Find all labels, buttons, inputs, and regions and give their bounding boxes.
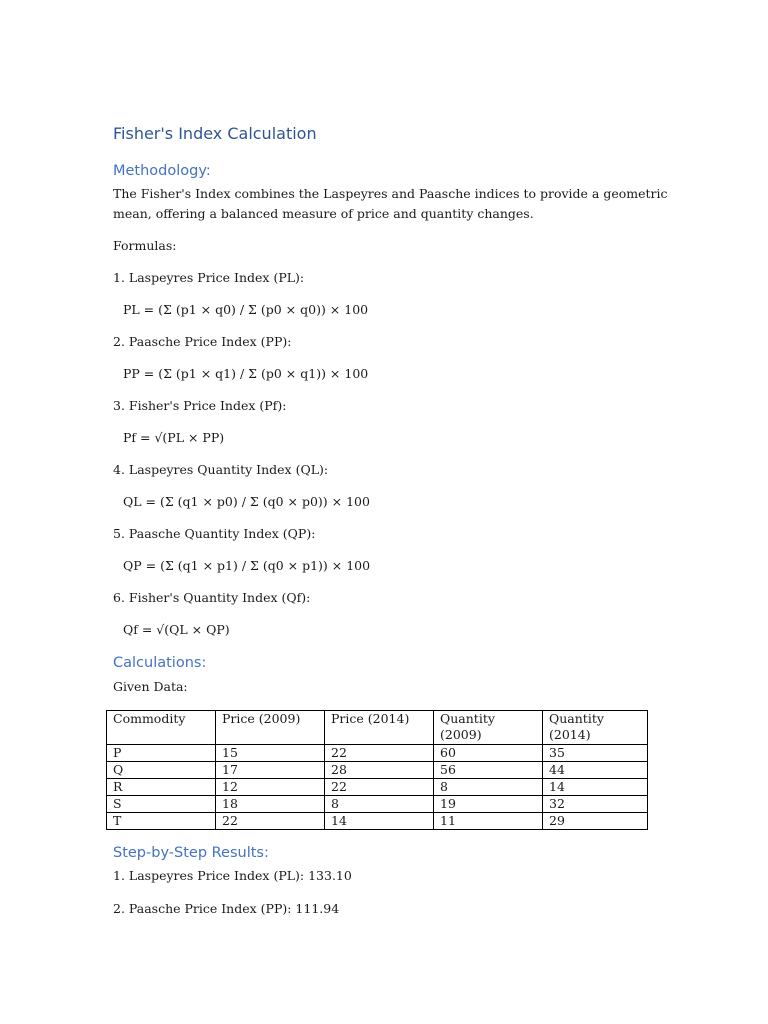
table-cell: T (107, 813, 216, 830)
formula-expression: QL = (Σ (q1 × p0) / Σ (q0 × p0)) × 100 (123, 494, 370, 509)
results-heading: Step-by-Step Results: (113, 845, 269, 861)
table-cell: 8 (325, 796, 434, 813)
table-cell: 12 (216, 779, 325, 796)
formula-expression: QP = (Σ (q1 × p1) / Σ (q0 × p1)) × 100 (123, 558, 371, 573)
methodology-intro-line-2: mean, offering a balanced measure of price and quantity changes. (113, 206, 534, 221)
table-cell: 32 (543, 796, 648, 813)
table-cell: S (107, 796, 216, 813)
table-row (107, 779, 648, 796)
methodology-heading: Methodology: (113, 163, 211, 179)
table-header-cell: Price (2014) (325, 711, 434, 745)
formula-label: 6. Fisher's Quantity Index (Qf): (113, 590, 311, 605)
formula-expression: Qf = √(QL × QP) (123, 622, 230, 637)
table-cell: 35 (543, 745, 648, 762)
formula-expression: PL = (Σ (p1 × q0) / Σ (p0 × q0)) × 100 (123, 302, 369, 317)
table-header-cell: Commodity (107, 711, 216, 745)
table-cell: 11 (434, 813, 543, 830)
formulas-label: Formulas: (113, 238, 177, 253)
formula-label: 2. Paasche Price Index (PP): (113, 334, 292, 349)
table-row (107, 796, 648, 813)
table-header-row (107, 711, 648, 745)
table-cell: 8 (434, 779, 543, 796)
table-cell: 28 (325, 762, 434, 779)
table-cell: P (107, 745, 216, 762)
table-cell: 44 (543, 762, 648, 779)
table-cell: 56 (434, 762, 543, 779)
table-cell: 19 (434, 796, 543, 813)
formula-label: 1. Laspeyres Price Index (PL): (113, 270, 305, 285)
methodology-intro-line-1: The Fisher's Index combines the Laspeyres and Paasche indices to provide a geometric (113, 186, 668, 201)
table-cell: R (107, 779, 216, 796)
table-cell: 18 (216, 796, 325, 813)
table-header-cell: Quantity (2009) (434, 711, 543, 745)
table-row (107, 745, 648, 762)
formula-label: 3. Fisher's Price Index (Pf): (113, 398, 287, 413)
table-row (107, 762, 648, 779)
table-cell: 60 (434, 745, 543, 762)
result-item: 1. Laspeyres Price Index (PL): 133.10 (113, 868, 352, 883)
table-header-cell: Quantity (2014) (543, 711, 648, 745)
table-cell: 22 (325, 779, 434, 796)
table-cell: Q (107, 762, 216, 779)
given-data-table (106, 710, 648, 830)
table-cell: 14 (325, 813, 434, 830)
formula-expression: Pf = √(PL × PP) (123, 430, 225, 445)
table-cell: 22 (216, 813, 325, 830)
result-item: 2. Paasche Price Index (PP): 111.94 (113, 901, 340, 916)
formula-expression: PP = (Σ (p1 × q1) / Σ (p0 × q1)) × 100 (123, 366, 369, 381)
table-cell: 29 (543, 813, 648, 830)
table-cell: 14 (543, 779, 648, 796)
table-cell: 15 (216, 745, 325, 762)
table-cell: 17 (216, 762, 325, 779)
table-cell: 22 (325, 745, 434, 762)
given-data-label: Given Data: (113, 679, 188, 694)
table-row (107, 813, 648, 830)
table-header-cell: Price (2009) (216, 711, 325, 745)
calculations-heading: Calculations: (113, 655, 207, 671)
formula-label: 5. Paasche Quantity Index (QP): (113, 526, 316, 541)
formula-label: 4. Laspeyres Quantity Index (QL): (113, 462, 329, 477)
document-title: Fisher's Index Calculation (113, 124, 317, 143)
